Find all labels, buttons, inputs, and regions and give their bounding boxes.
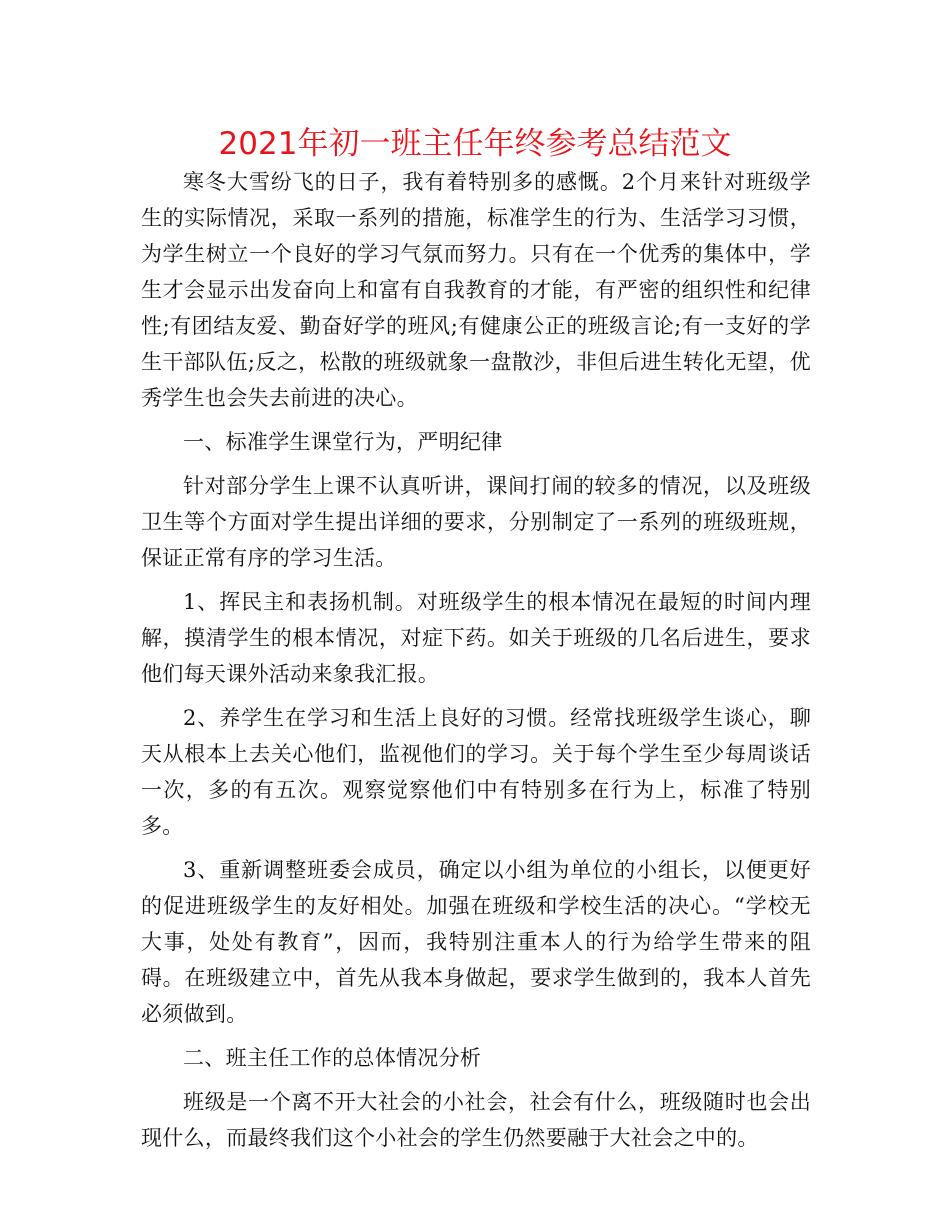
document-body	[141, 164, 811, 1156]
document-title: 2021年初一班主任年终参考总结范文	[218, 126, 732, 162]
paragraph-item-2: 2、养学生在学习和生活上良好的习惯。经常找班级学生谈心，聊天从根本上去关心他们，监视他们的学习。关于每个学生至少每周谈话一次，多的有五次。观察觉察他们中有特别多在行为上，标准了特别多。	[141, 706, 811, 838]
paragraph-item-1: 1、挥民主和表扬机制。对班级学生的根本情况在最短的时间内理解，摸清学生的根本情况，对症下药。如关于班级的几名后进生，要求他们每天课外活动来象我汇报。	[141, 590, 811, 686]
paragraph-intro: 寒冬大雪纷飞的日子，我有着特别多的感慨。2个月来针对班级学生的实际情况，采取一系列的措施，标准学生的行为、生活学习习惯，为学生树立一个良好的学习气氛而努力。只有在一个优秀的集体中，学生才会显示出发奋向上和富有自我教育的才能，有严密的组织性和纪律性;有团结友爱、勤奋好学的班风;有健康公正的班级言论;有一支好的学生干部队伍;反之，松散的班级就象一盘散沙，非但后进生转化无望，优秀学生也会失去前进的决心。	[141, 170, 811, 410]
paragraph-section-2: 班级是一个离不开大社会的小社会，社会有什么，班级随时也会出现什么，而最终我们这个小社会的学生仍然要融于大社会之中的。	[141, 1090, 811, 1150]
section-heading-1: 一、标准学生课堂行为，严明纪律	[183, 430, 503, 454]
paragraph-section-1: 针对部分学生上课不认真听讲，课间打闹的较多的情况，以及班级卫生等个方面对学生提出详细的要求，分别制定了一系列的班级班规，保证正常有序的学习生活。	[141, 474, 811, 570]
section-heading-2: 二、班主任工作的总体情况分析	[183, 1046, 482, 1070]
paragraph-item-3: 3、重新调整班委会成员，确定以小组为单位的小组长，以便更好的促进班级学生的友好相处。加强在班级和学校生活的决心。“学校无大事，处处有教育”，因而，我特别注重本人的行为给学生带来的阻碍。在班级建立中，首先从我本身做起，要求学生做到的，我本人首先必须做到。	[141, 858, 811, 1026]
